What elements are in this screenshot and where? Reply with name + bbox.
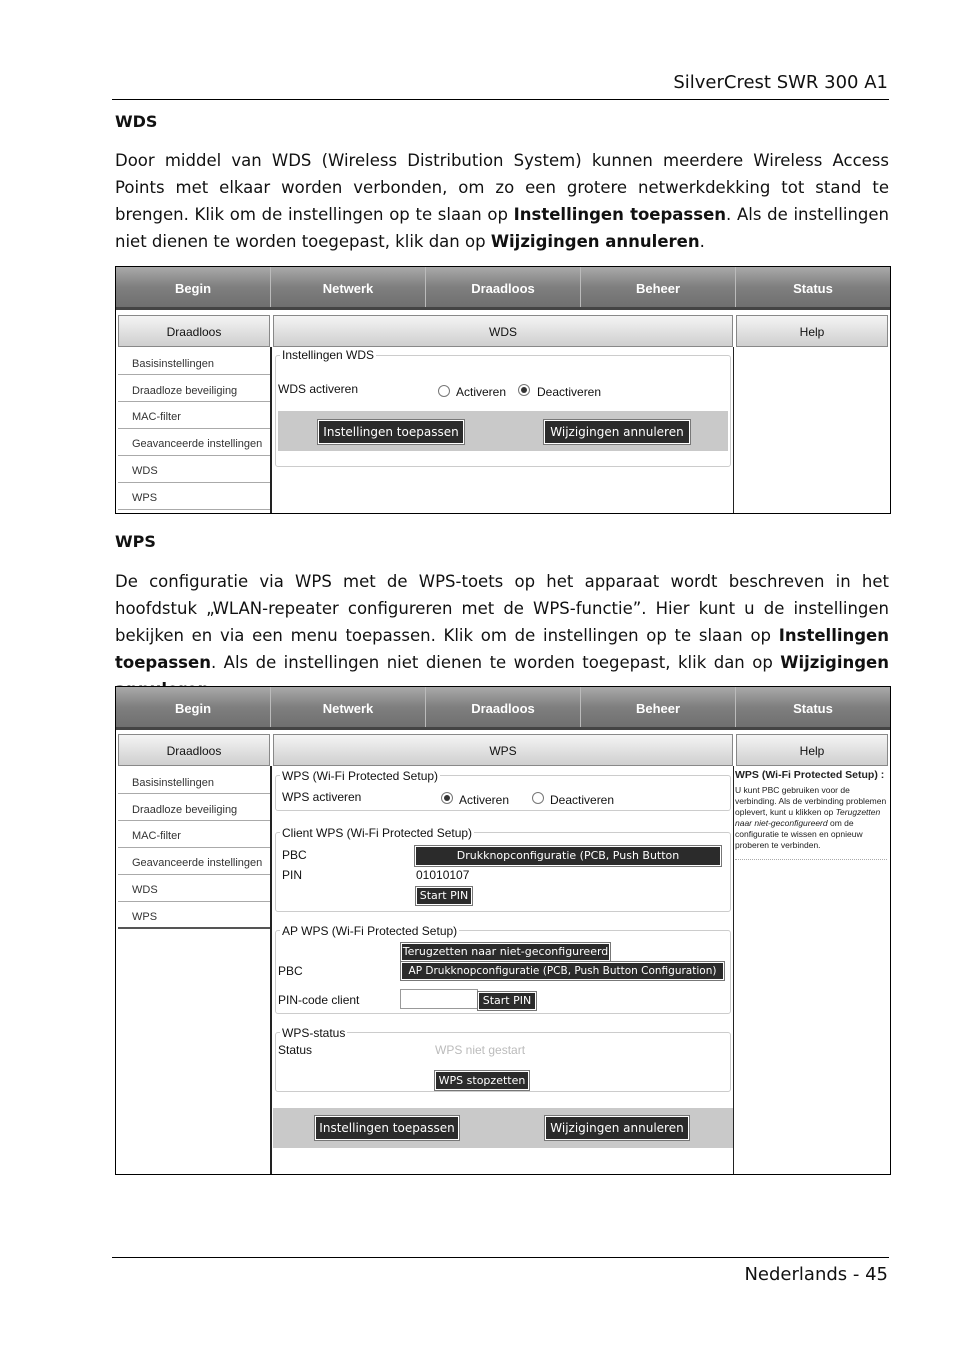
sidebar-item-draadloze-beveiliging[interactable]: Draadloze beveiliging xyxy=(118,376,270,402)
sidebar-item-basisinstellingen[interactable]: Basisinstellingen xyxy=(118,768,270,794)
page-footer: Nederlands - 45 xyxy=(744,1264,888,1285)
divider xyxy=(733,766,734,1174)
sidebar-item-geavanceerde-instellingen[interactable]: Geavanceerde instellingen xyxy=(118,430,270,456)
sidebar-item-draadloze-beveiliging[interactable]: Draadloze beveiliging xyxy=(118,795,270,821)
pbc-label: PBC xyxy=(282,848,307,862)
sidebar-item-mac-filter[interactable]: MAC-filter xyxy=(118,403,270,429)
nav-draadloos[interactable]: Draadloos xyxy=(426,267,581,307)
ap-pbc-button[interactable]: AP Drukknopconfiguratie (PCB, Push Button Configuration) xyxy=(401,962,724,980)
sidebar-title: Draadloos xyxy=(118,734,270,766)
ap-wps-group xyxy=(275,924,731,1014)
apply-button[interactable]: Instellingen toepassen xyxy=(315,1116,459,1140)
status-value: WPS niet gestart xyxy=(435,1043,526,1057)
radio-activeren[interactable] xyxy=(441,792,453,804)
nav-draadloos[interactable]: Draadloos xyxy=(426,687,581,727)
sidebar-item-wds[interactable]: WDS xyxy=(118,457,270,483)
wps-stop-button[interactable]: WPS stopzetten xyxy=(435,1071,529,1090)
help-title: Help xyxy=(736,315,888,347)
pincode-client-input[interactable] xyxy=(400,989,478,1009)
wps-activeren-label: WPS activeren xyxy=(282,790,362,804)
main-title: WDS xyxy=(273,315,733,347)
wds-paragraph: Door middel van WDS (Wireless Distribution System) kunnen meerdere Wireless Access Points met elkaar worden verbonden, om zo een grotere netwerkdekking tot stand te brengen. Klik om de instellingen op te slaan op Instellingen toepassen. Als de instellingen niet dienen te worden toegepast, klik dan op Wijzigingen annuleren. xyxy=(115,151,889,251)
radio-deactiveren[interactable] xyxy=(532,792,544,804)
start-pin-button-2[interactable]: Start PIN xyxy=(478,992,536,1010)
document-title: SilverCrest SWR 300 A1 xyxy=(673,72,888,93)
nav-netwerk[interactable]: Netwerk xyxy=(271,267,426,307)
top-nav xyxy=(116,687,890,730)
wds-heading: WDS xyxy=(115,112,158,131)
group-legend: AP WPS (Wi-Fi Protected Setup) xyxy=(282,924,458,938)
divider xyxy=(270,347,272,513)
pin-value: 01010107 xyxy=(416,868,470,882)
nav-beheer[interactable]: Beheer xyxy=(581,267,736,307)
sidebar-item-wds[interactable]: WDS xyxy=(118,876,270,902)
group-legend: Instellingen WDS xyxy=(282,348,375,362)
wps-paragraph: De configuratie via WPS met de WPS-toets op het apparaat wordt beschreven in het hoofdstuk „WLAN-repeater configureren met de WPS-functie”. Hier kunt u de instellingen bekijken en via een menu toepassen. Klik om de instellingen op te slaan op Instellingen toepassen. Als de instellingen niet dienen te worden toegepast, klik dan op Wijzigingen xyxy=(115,572,889,672)
help-title: Help xyxy=(736,734,888,766)
radio-deactiveren-label: Deactiveren xyxy=(537,385,602,399)
nav-begin[interactable]: Begin xyxy=(116,267,271,307)
nav-begin[interactable]: Begin xyxy=(116,687,271,727)
wds-screenshot xyxy=(115,266,891,514)
group-legend: WPS-status xyxy=(282,1026,346,1040)
radio-activeren-label: Activeren xyxy=(456,385,507,399)
footer-rule xyxy=(112,1257,889,1258)
wps-group xyxy=(275,769,731,811)
nav-beheer[interactable]: Beheer xyxy=(581,687,736,727)
client-wps-group xyxy=(275,826,731,912)
sidebar-item-mac-filter[interactable]: MAC-filter xyxy=(118,822,270,848)
radio-activeren[interactable] xyxy=(438,385,450,397)
main-title: WPS xyxy=(273,734,733,766)
wps-heading: WPS xyxy=(115,532,156,551)
pbc-button[interactable]: Drukknopconfiguratie (PCB, Push Button Configuration) xyxy=(415,846,721,866)
help-heading: WPS (Wi-Fi Protected Setup) : xyxy=(735,769,885,781)
wds-activeren-label: WDS activeren xyxy=(278,382,359,396)
sidebar-item-wps[interactable]: WPS xyxy=(118,484,270,510)
help-panel xyxy=(735,769,887,860)
radio-activeren-label: Activeren xyxy=(459,793,510,807)
help-text: U kunt PBC gebruiken voor de verbinding. Als de verbinding problemen oplevert, kunt u klikken op Terugzetten naar niet-geconfigureerd om de configuratie te wissen en opnieuw proberen te verbinden. xyxy=(735,785,887,850)
pincode-client-label: PIN-code client xyxy=(278,993,360,1007)
header-rule xyxy=(112,99,889,100)
sidebar-item-wps[interactable]: WPS xyxy=(118,903,270,929)
wps-status-group xyxy=(275,1026,731,1092)
radio-deactiveren-label: Deactiveren xyxy=(550,793,615,807)
group-legend: Client WPS (Wi-Fi Protected Setup) xyxy=(282,826,473,840)
cancel-button[interactable]: Wijzigingen annuleren xyxy=(545,1116,689,1140)
pin-label: PIN xyxy=(282,868,303,882)
nav-netwerk[interactable]: Netwerk xyxy=(271,687,426,727)
wps-screenshot xyxy=(115,686,891,1175)
nav-status[interactable]: Status xyxy=(793,281,833,296)
apply-button[interactable]: Instellingen toepassen xyxy=(318,420,464,444)
top-nav xyxy=(116,267,890,310)
start-pin-button[interactable]: Start PIN xyxy=(416,887,472,905)
divider xyxy=(270,766,272,1174)
group-legend: WPS (Wi-Fi Protected Setup) xyxy=(282,769,439,783)
wds-settings-group xyxy=(275,348,731,467)
sidebar-title: Draadloos xyxy=(118,315,270,347)
sidebar-item-basisinstellingen[interactable]: Basisinstellingen xyxy=(118,349,270,375)
divider xyxy=(733,347,734,513)
nav-status[interactable]: Status xyxy=(793,701,833,716)
cancel-button[interactable]: Wijzigingen annuleren xyxy=(544,420,690,444)
radio-deactiveren[interactable] xyxy=(518,384,530,396)
sidebar-item-geavanceerde-instellingen[interactable]: Geavanceerde instellingen xyxy=(118,849,270,875)
ap-pbc-label: PBC xyxy=(278,964,303,978)
reset-unconfigured-button[interactable]: Terugzetten naar niet-geconfigureerd xyxy=(401,943,610,961)
status-label: Status xyxy=(278,1043,313,1057)
